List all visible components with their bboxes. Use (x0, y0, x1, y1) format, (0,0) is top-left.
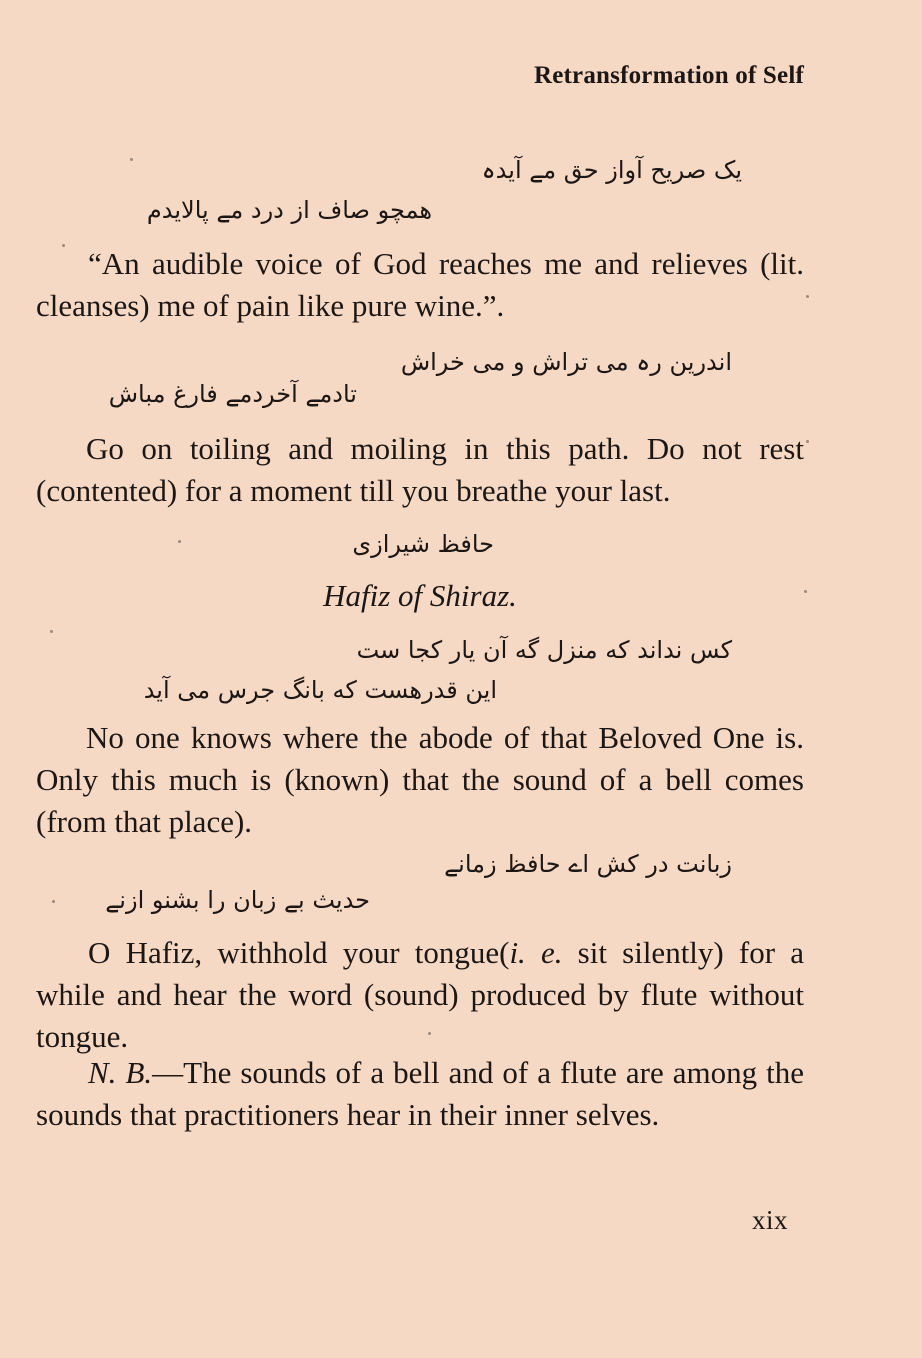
nota-bene-text: —The sounds of a bell and of a flute are among the sounds that practitioners hear in their inner selves. (36, 1055, 804, 1132)
paper-speck (52, 900, 55, 903)
nota-bene-paragraph (36, 1052, 804, 1136)
attribution-english: Hafiz of Shiraz. (323, 578, 517, 613)
paper-speck (50, 630, 53, 633)
translation-paragraph: No one knows where the abode of that Beloved One is. Only this much is (known) that the sound of a bell comes (from that place). (36, 720, 804, 839)
persian-verse-line: زبانت در کش اے حافظ زمانے (444, 850, 732, 878)
nota-bene-label: N. B. (88, 1055, 153, 1090)
paper-speck (130, 158, 133, 161)
paper-speck (806, 440, 809, 443)
attribution-persian: حافظ شیرازی (352, 530, 494, 558)
paper-speck (178, 540, 181, 543)
persian-verse-line: این قدرهست که بانگ جرس می آید (143, 676, 497, 704)
translation-paragraph: Go on toiling and moiling in this path. Do not rest (contented) for a moment till you breathe your last. (36, 431, 804, 508)
persian-verse-line: همچو صاف از درد مے پالایدم (146, 196, 432, 224)
paper-speck (62, 244, 65, 247)
translation-text: O Hafiz, withhold your tongue( (88, 935, 510, 970)
persian-verse-line: یک صریح آواز حق مے آیدہ (481, 156, 742, 184)
translation-paragraph: “An audible voice of God reaches me and relieves (lit. cleanses) me of pain like pure wine.”. (36, 246, 804, 323)
paper-speck (804, 590, 807, 593)
persian-verse-line: حدیث بے زبان را بشنو ازنے (105, 886, 370, 914)
paper-speck (428, 1032, 431, 1035)
translation-abbreviation: i. e. (509, 935, 563, 970)
running-header: Retransformation of Self (533, 62, 804, 89)
page-number: xix (751, 1205, 788, 1235)
persian-verse-line: کس نداند که منزل گه آن یار کجا ست (356, 636, 732, 664)
paper-speck (806, 295, 809, 298)
translation-text: sit silently) for a while and hear the word (sound) produced by flute without tongue. (36, 935, 805, 1054)
persian-verse-line: تادمے آخردمے فارغ مباش (108, 380, 357, 408)
translation-paragraph (36, 932, 804, 1058)
persian-verse-line: اندرین رہ می تراش و می خراش (400, 348, 732, 376)
